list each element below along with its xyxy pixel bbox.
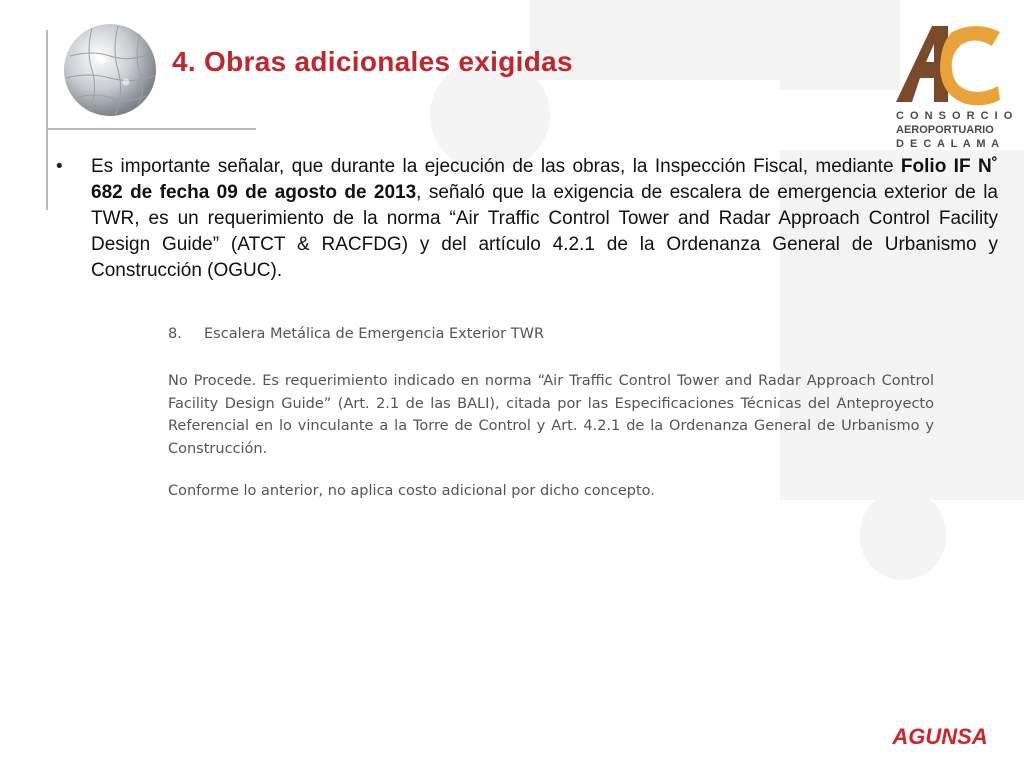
- logo-text-aeroportuario: AEROPORTUARIO: [896, 124, 994, 136]
- page-title: 4. Obras adicionales exigidas: [172, 46, 573, 77]
- logo-text-consorcio: C O N S O R C I O: [896, 110, 1014, 122]
- decorative-horizontal-line: [48, 128, 256, 130]
- bullet-text-part-2: , señaló que la exigencia de escalera de emergencia exterior de la TWR, es un requerimiento de la norma “Air Traffic Control Tower and Radar Approach Control Facility Design Guide” (ATCT & RACFDG) y del artículo 4.2.1 de la Ordenanza General de Urbanismo y Construcción (OGUC).: [91, 182, 998, 281]
- agunsa-logo-text: AGUNSA: [892, 724, 988, 748]
- puzzle-globe-icon: [62, 22, 158, 118]
- background-puzzle-decoration: [780, 0, 900, 90]
- excerpt-heading: [168, 326, 544, 342]
- bullet-icon: •: [56, 156, 63, 177]
- excerpt-paragraph-2: Conforme lo anterior, no aplica costo adicional por dicho concepto.: [168, 483, 655, 499]
- bullet-text-bold: Folio IF N˚ 682 de fecha 09 de agosto de 2013: [91, 156, 998, 203]
- bullet-paragraph: [91, 154, 998, 284]
- bullet-text-part-1: Es importante señalar, que durante la ejecución de las obras, la Inspección Fiscal, mediante: [91, 156, 901, 177]
- excerpt-number: 8.: [168, 326, 182, 342]
- excerpt-heading-text: Escalera Metálica de Emergencia Exterior TWR: [204, 326, 545, 342]
- decorative-vertical-line: [46, 30, 48, 210]
- excerpt-paragraph-1: No Procede. Es requerimiento indicado en norma “Air Traffic Control Tower and Radar Approach Control Facility Design Guide” (Art. 2.1 de las BALI), citada por las Especificaciones Técnicas del Anteproyecto Referencial en lo vinculante a la Torre de Control y Art. 4.2.1 de la Ordenanza General de Urbanismo y Construcción.: [168, 373, 934, 457]
- agunsa-logo: [882, 724, 998, 748]
- background-puzzle-decoration: [860, 490, 946, 580]
- logo-text-de-calama: D E C A L A M A: [896, 138, 1001, 150]
